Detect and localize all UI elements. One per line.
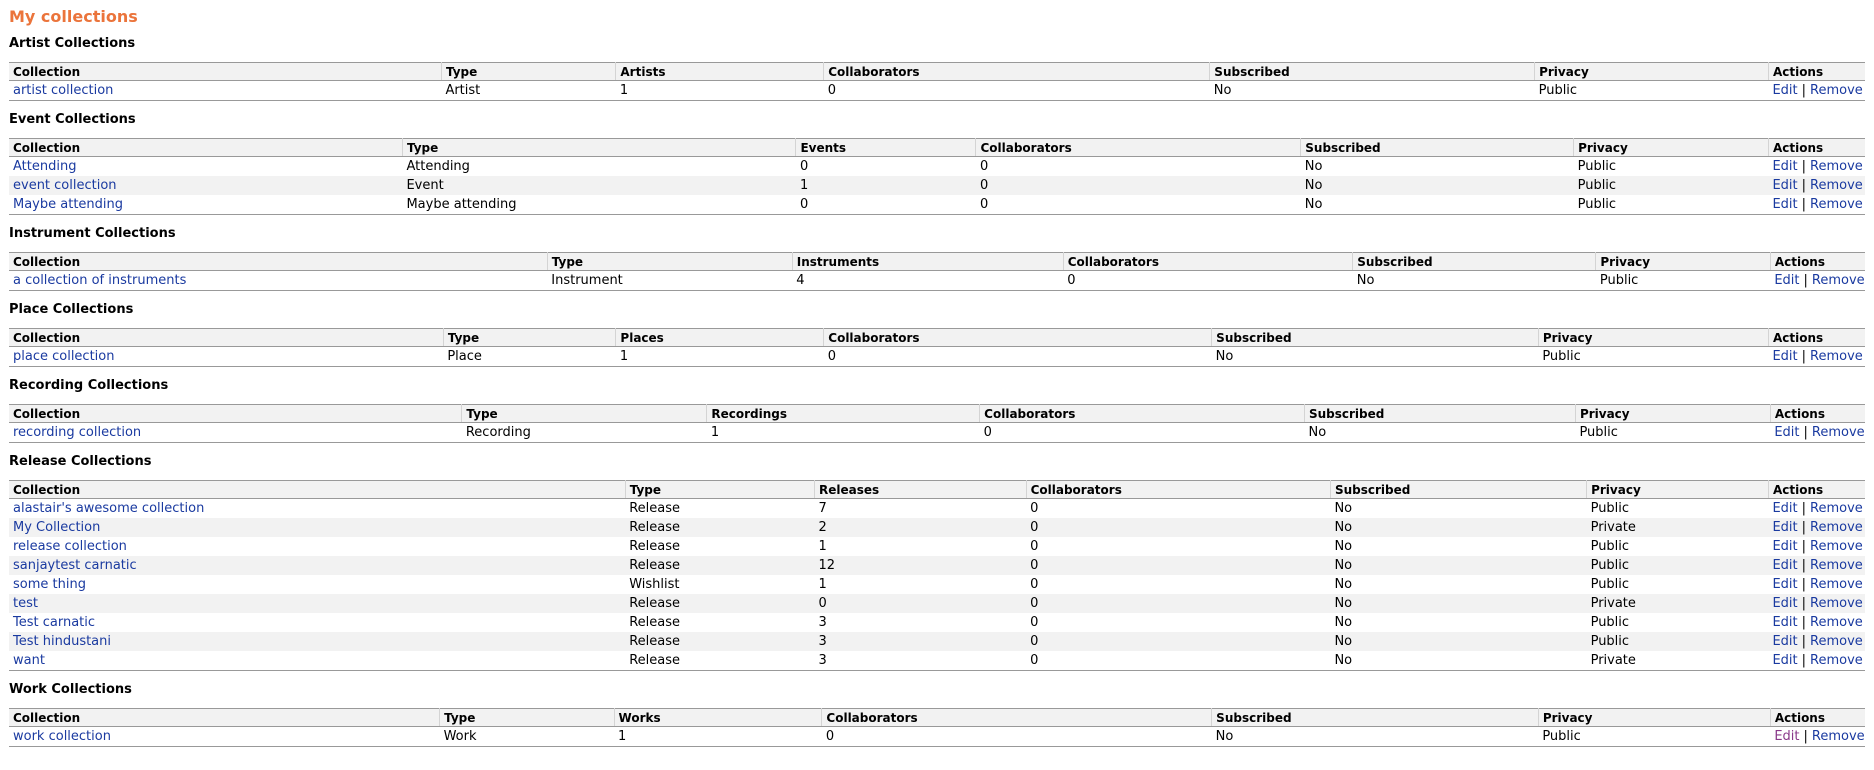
type-cell: Release bbox=[625, 518, 814, 537]
collection-link[interactable]: want bbox=[13, 653, 45, 668]
column-header-collaborators: Collaborators bbox=[824, 63, 1210, 81]
column-header-collaborators: Collaborators bbox=[1063, 253, 1353, 271]
collection-name-cell bbox=[9, 651, 625, 671]
collection-link[interactable]: place collection bbox=[13, 349, 115, 364]
table-header bbox=[9, 405, 1865, 423]
remove-link[interactable]: Remove bbox=[1810, 653, 1863, 668]
collaborators-cell: 0 bbox=[976, 157, 1301, 177]
table-body bbox=[9, 499, 1865, 671]
column-header-instruments: Instruments bbox=[792, 253, 1063, 271]
collection-link[interactable]: alastair's awesome collection bbox=[13, 501, 205, 516]
subscribed-cell: No bbox=[1301, 176, 1574, 195]
collaborators-cell: 0 bbox=[1026, 499, 1330, 519]
actions-cell bbox=[1768, 81, 1865, 101]
privacy-cell: Public bbox=[1587, 556, 1769, 575]
collection-link[interactable]: Test carnatic bbox=[13, 615, 96, 630]
column-header-collaborators: Collaborators bbox=[976, 139, 1301, 157]
collection-link[interactable]: sanjaytest carnatic bbox=[13, 558, 137, 573]
action-separator: | bbox=[1801, 178, 1807, 193]
column-header-type: Type bbox=[462, 405, 707, 423]
collection-link[interactable]: release collection bbox=[13, 539, 127, 554]
release-collections-table bbox=[9, 480, 1865, 671]
edit-link[interactable]: Edit bbox=[1772, 596, 1798, 611]
edit-link[interactable]: Edit bbox=[1772, 501, 1798, 516]
count-cell: 1 bbox=[796, 176, 976, 195]
collection-name-cell bbox=[9, 271, 547, 291]
collaborators-cell: 0 bbox=[976, 195, 1301, 215]
remove-link[interactable]: Remove bbox=[1810, 197, 1863, 212]
column-header-actions: Actions bbox=[1768, 139, 1865, 157]
column-header-collection: Collection bbox=[9, 709, 440, 727]
collections-list bbox=[9, 34, 1865, 747]
table-header bbox=[9, 63, 1865, 81]
action-separator: | bbox=[1803, 729, 1808, 744]
subscribed-cell: No bbox=[1353, 271, 1596, 291]
column-header-actions: Actions bbox=[1768, 481, 1865, 499]
action-separator: | bbox=[1801, 577, 1807, 592]
table-header bbox=[9, 253, 1865, 271]
privacy-cell: Public bbox=[1587, 537, 1769, 556]
count-cell: 7 bbox=[815, 499, 1027, 519]
column-header-type: Type bbox=[441, 63, 615, 81]
collection-name-cell bbox=[9, 176, 402, 195]
subscribed-cell: No bbox=[1330, 613, 1586, 632]
table-body bbox=[9, 423, 1865, 443]
type-cell: Attending bbox=[402, 157, 795, 177]
subscribed-cell: No bbox=[1212, 727, 1539, 747]
column-header-places: Places bbox=[616, 329, 824, 347]
table-row bbox=[9, 499, 1865, 519]
subscribed-cell: No bbox=[1330, 594, 1586, 613]
column-header-collaborators: Collaborators bbox=[824, 329, 1212, 347]
subscribed-cell: No bbox=[1301, 195, 1574, 215]
column-header-privacy: Privacy bbox=[1574, 139, 1769, 157]
collection-link[interactable]: some thing bbox=[13, 577, 86, 592]
edit-link[interactable]: Edit bbox=[1772, 159, 1798, 174]
instrument-collections-table bbox=[9, 252, 1865, 291]
column-header-collection: Collection bbox=[9, 139, 402, 157]
subscribed-cell: No bbox=[1330, 499, 1586, 519]
collection-name-cell bbox=[9, 556, 625, 575]
collaborators-cell: 0 bbox=[1026, 575, 1330, 594]
type-cell: Release bbox=[625, 499, 814, 519]
privacy-cell: Private bbox=[1587, 651, 1769, 671]
privacy-cell: Public bbox=[1538, 727, 1770, 747]
remove-link[interactable]: Remove bbox=[1810, 539, 1863, 554]
action-separator: | bbox=[1801, 539, 1807, 554]
privacy-cell: Public bbox=[1587, 613, 1769, 632]
type-cell: Release bbox=[625, 632, 814, 651]
page-title: My collections bbox=[9, 7, 138, 26]
privacy-cell: Public bbox=[1587, 499, 1769, 519]
column-header-subscribed: Subscribed bbox=[1330, 481, 1586, 499]
header-row bbox=[9, 139, 1865, 157]
table-body bbox=[9, 347, 1865, 367]
column-header-collaborators: Collaborators bbox=[980, 405, 1305, 423]
table-row bbox=[9, 537, 1865, 556]
count-cell: 0 bbox=[815, 594, 1027, 613]
collection-link[interactable]: recording collection bbox=[13, 425, 142, 440]
count-cell: 1 bbox=[815, 575, 1027, 594]
edit-link[interactable]: Edit bbox=[1772, 539, 1798, 554]
remove-link[interactable]: Remove bbox=[1811, 425, 1865, 440]
collaborators-cell: 0 bbox=[1026, 556, 1330, 575]
collection-link[interactable]: artist collection bbox=[13, 83, 114, 98]
collection-name-cell bbox=[9, 423, 462, 443]
remove-link[interactable]: Remove bbox=[1810, 634, 1863, 649]
action-separator: | bbox=[1801, 197, 1807, 212]
remove-link[interactable]: Remove bbox=[1810, 520, 1863, 535]
collection-name-cell bbox=[9, 81, 441, 101]
edit-link[interactable]: Edit bbox=[1772, 349, 1798, 364]
collection-link[interactable]: Attending bbox=[13, 159, 77, 174]
action-separator: | bbox=[1801, 159, 1807, 174]
actions-cell bbox=[1768, 632, 1865, 651]
collaborators-cell: 0 bbox=[976, 176, 1301, 195]
privacy-cell: Public bbox=[1574, 157, 1769, 177]
actions-cell bbox=[1768, 651, 1865, 671]
collection-name-cell bbox=[9, 594, 625, 613]
subscribed-cell: No bbox=[1330, 556, 1586, 575]
privacy-cell: Public bbox=[1574, 176, 1769, 195]
table-row bbox=[9, 613, 1865, 632]
column-header-type: Type bbox=[625, 481, 814, 499]
table-body bbox=[9, 271, 1865, 291]
type-cell: Release bbox=[625, 556, 814, 575]
column-header-recordings: Recordings bbox=[707, 405, 980, 423]
edit-link[interactable]: Edit bbox=[1774, 425, 1800, 440]
header-row bbox=[9, 329, 1865, 347]
count-cell: 1 bbox=[616, 81, 824, 101]
actions-cell bbox=[1768, 157, 1865, 177]
actions-cell bbox=[1768, 613, 1865, 632]
privacy-cell: Private bbox=[1587, 594, 1769, 613]
type-cell: Place bbox=[443, 347, 616, 367]
collection-name-cell bbox=[9, 518, 625, 537]
actions-cell bbox=[1768, 176, 1865, 195]
recording-collections-heading: Recording Collections bbox=[9, 378, 169, 393]
count-cell: 0 bbox=[796, 157, 976, 177]
column-header-type: Type bbox=[443, 329, 616, 347]
remove-link[interactable]: Remove bbox=[1810, 558, 1863, 573]
privacy-cell: Public bbox=[1574, 195, 1769, 215]
privacy-cell: Private bbox=[1587, 518, 1769, 537]
subscribed-cell: No bbox=[1330, 575, 1586, 594]
collection-name-cell bbox=[9, 157, 402, 177]
artist-collections-table bbox=[9, 62, 1865, 101]
column-header-privacy: Privacy bbox=[1538, 329, 1768, 347]
table-row bbox=[9, 347, 1865, 367]
column-header-collection: Collection bbox=[9, 405, 462, 423]
edit-link[interactable]: Edit bbox=[1772, 558, 1798, 573]
collection-name-cell bbox=[9, 575, 625, 594]
action-separator: | bbox=[1801, 520, 1807, 535]
table-row bbox=[9, 518, 1865, 537]
column-header-privacy: Privacy bbox=[1575, 405, 1770, 423]
collaborators-cell: 0 bbox=[824, 81, 1210, 101]
action-separator: | bbox=[1803, 273, 1808, 288]
type-cell: Release bbox=[625, 594, 814, 613]
type-cell: Recording bbox=[462, 423, 707, 443]
collaborators-cell: 0 bbox=[980, 423, 1305, 443]
column-header-subscribed: Subscribed bbox=[1301, 139, 1574, 157]
actions-cell bbox=[1768, 575, 1865, 594]
column-header-collection: Collection bbox=[9, 253, 547, 271]
actions-cell bbox=[1768, 556, 1865, 575]
actions-cell bbox=[1768, 518, 1865, 537]
count-cell: 1 bbox=[614, 727, 822, 747]
collection-link[interactable]: Test hindustani bbox=[13, 634, 112, 649]
action-separator: | bbox=[1801, 615, 1807, 630]
actions-cell bbox=[1768, 499, 1865, 519]
collaborators-cell: 0 bbox=[1026, 594, 1330, 613]
event-collections-heading: Event Collections bbox=[9, 112, 136, 127]
column-header-actions: Actions bbox=[1770, 709, 1865, 727]
remove-link[interactable]: Remove bbox=[1810, 83, 1863, 98]
action-separator: | bbox=[1801, 634, 1807, 649]
subscribed-cell: No bbox=[1301, 157, 1574, 177]
type-cell: Release bbox=[625, 613, 814, 632]
type-cell: Work bbox=[440, 727, 614, 747]
column-header-type: Type bbox=[547, 253, 792, 271]
column-header-actions: Actions bbox=[1768, 63, 1865, 81]
type-cell: Maybe attending bbox=[402, 195, 795, 215]
collaborators-cell: 0 bbox=[1026, 651, 1330, 671]
header-row bbox=[9, 405, 1865, 423]
actions-cell bbox=[1768, 537, 1865, 556]
subscribed-cell: No bbox=[1330, 632, 1586, 651]
column-header-subscribed: Subscribed bbox=[1212, 329, 1539, 347]
header-row bbox=[9, 253, 1865, 271]
action-separator: | bbox=[1801, 596, 1807, 611]
remove-link[interactable]: Remove bbox=[1811, 729, 1865, 744]
table-row bbox=[9, 651, 1865, 671]
count-cell: 4 bbox=[792, 271, 1063, 291]
column-header-type: Type bbox=[440, 709, 614, 727]
work-collections-table bbox=[9, 708, 1865, 747]
recording-collections-table bbox=[9, 404, 1865, 443]
place-collections-table bbox=[9, 328, 1865, 367]
action-separator: | bbox=[1801, 501, 1807, 516]
instrument-collections-heading: Instrument Collections bbox=[9, 226, 176, 241]
actions-cell bbox=[1770, 423, 1865, 443]
column-header-events: Events bbox=[796, 139, 976, 157]
count-cell: 3 bbox=[815, 613, 1027, 632]
column-header-artists: Artists bbox=[616, 63, 824, 81]
privacy-cell: Public bbox=[1575, 423, 1770, 443]
edit-link[interactable]: Edit bbox=[1772, 577, 1798, 592]
count-cell: 3 bbox=[815, 632, 1027, 651]
column-header-subscribed: Subscribed bbox=[1210, 63, 1535, 81]
table-row bbox=[9, 176, 1865, 195]
column-header-actions: Actions bbox=[1770, 253, 1865, 271]
collection-name-cell bbox=[9, 347, 443, 367]
privacy-cell: Public bbox=[1587, 575, 1769, 594]
collaborators-cell: 0 bbox=[1026, 537, 1330, 556]
table-header bbox=[9, 329, 1865, 347]
remove-link[interactable]: Remove bbox=[1810, 615, 1863, 630]
table-row bbox=[9, 556, 1865, 575]
collection-name-cell bbox=[9, 727, 440, 747]
column-header-subscribed: Subscribed bbox=[1212, 709, 1539, 727]
subscribed-cell: No bbox=[1330, 537, 1586, 556]
edit-link[interactable]: Edit bbox=[1772, 634, 1798, 649]
edit-link[interactable]: Edit bbox=[1772, 197, 1798, 212]
table-row bbox=[9, 575, 1865, 594]
type-cell: Wishlist bbox=[625, 575, 814, 594]
remove-link[interactable]: Remove bbox=[1810, 577, 1863, 592]
collaborators-cell: 0 bbox=[1063, 271, 1353, 291]
type-cell: Instrument bbox=[547, 271, 792, 291]
collaborators-cell: 0 bbox=[1026, 632, 1330, 651]
column-header-releases: Releases bbox=[815, 481, 1027, 499]
collection-link[interactable]: work collection bbox=[13, 729, 111, 744]
column-header-collaborators: Collaborators bbox=[1026, 481, 1330, 499]
actions-cell bbox=[1770, 271, 1865, 291]
table-row bbox=[9, 81, 1865, 101]
edit-link[interactable]: Edit bbox=[1772, 178, 1798, 193]
column-header-collaborators: Collaborators bbox=[822, 709, 1212, 727]
header-row bbox=[9, 709, 1865, 727]
column-header-type: Type bbox=[402, 139, 795, 157]
column-header-subscribed: Subscribed bbox=[1353, 253, 1596, 271]
table-body bbox=[9, 157, 1865, 215]
subscribed-cell: No bbox=[1210, 81, 1535, 101]
table-header bbox=[9, 481, 1865, 499]
column-header-actions: Actions bbox=[1770, 405, 1865, 423]
actions-cell bbox=[1768, 347, 1865, 367]
table-row bbox=[9, 632, 1865, 651]
collection-name-cell bbox=[9, 632, 625, 651]
edit-link[interactable]: Edit bbox=[1772, 520, 1798, 535]
table-row bbox=[9, 423, 1865, 443]
edit-link[interactable]: Edit bbox=[1774, 729, 1800, 744]
remove-link[interactable]: Remove bbox=[1810, 596, 1863, 611]
privacy-cell: Public bbox=[1535, 81, 1769, 101]
collaborators-cell: 0 bbox=[822, 727, 1212, 747]
type-cell: Artist bbox=[441, 81, 615, 101]
header-row bbox=[9, 481, 1865, 499]
collection-name-cell bbox=[9, 499, 625, 519]
privacy-cell: Public bbox=[1587, 632, 1769, 651]
subscribed-cell: No bbox=[1330, 651, 1586, 671]
table-row bbox=[9, 195, 1865, 215]
count-cell: 1 bbox=[616, 347, 824, 367]
table-body bbox=[9, 727, 1865, 747]
actions-cell bbox=[1768, 594, 1865, 613]
remove-link[interactable]: Remove bbox=[1810, 178, 1863, 193]
collection-link[interactable]: event collection bbox=[13, 178, 117, 193]
artist-collections-heading: Artist Collections bbox=[9, 36, 136, 51]
collection-name-cell bbox=[9, 613, 625, 632]
action-separator: | bbox=[1801, 83, 1807, 98]
edit-link[interactable]: Edit bbox=[1774, 273, 1800, 288]
count-cell: 0 bbox=[796, 195, 976, 215]
action-separator: | bbox=[1801, 349, 1807, 364]
table-row bbox=[9, 157, 1865, 177]
column-header-privacy: Privacy bbox=[1587, 481, 1769, 499]
type-cell: Event bbox=[402, 176, 795, 195]
column-header-actions: Actions bbox=[1768, 329, 1865, 347]
column-header-collection: Collection bbox=[9, 481, 625, 499]
column-header-privacy: Privacy bbox=[1596, 253, 1770, 271]
privacy-cell: Public bbox=[1538, 347, 1768, 367]
collaborators-cell: 0 bbox=[1026, 613, 1330, 632]
type-cell: Release bbox=[625, 651, 814, 671]
count-cell: 3 bbox=[815, 651, 1027, 671]
edit-link[interactable]: Edit bbox=[1772, 653, 1798, 668]
subscribed-cell: No bbox=[1330, 518, 1586, 537]
subscribed-cell: No bbox=[1212, 347, 1539, 367]
count-cell: 12 bbox=[815, 556, 1027, 575]
column-header-privacy: Privacy bbox=[1535, 63, 1769, 81]
header-row bbox=[9, 63, 1865, 81]
column-header-privacy: Privacy bbox=[1538, 709, 1770, 727]
privacy-cell: Public bbox=[1596, 271, 1770, 291]
count-cell: 1 bbox=[815, 537, 1027, 556]
collaborators-cell: 0 bbox=[1026, 518, 1330, 537]
collection-link[interactable]: a collection of instruments bbox=[13, 273, 187, 288]
table-body bbox=[9, 81, 1865, 101]
collection-link[interactable]: test bbox=[13, 596, 38, 611]
work-collections-heading: Work Collections bbox=[9, 682, 132, 697]
actions-cell bbox=[1770, 727, 1865, 747]
action-separator: | bbox=[1801, 558, 1807, 573]
column-header-works: Works bbox=[614, 709, 822, 727]
table-header bbox=[9, 709, 1865, 727]
table-row bbox=[9, 271, 1865, 291]
release-collections-heading: Release Collections bbox=[9, 454, 152, 469]
remove-link[interactable]: Remove bbox=[1810, 501, 1863, 516]
action-separator: | bbox=[1801, 653, 1807, 668]
collection-link[interactable]: Maybe attending bbox=[13, 197, 124, 212]
edit-link[interactable]: Edit bbox=[1772, 615, 1798, 630]
count-cell: 1 bbox=[707, 423, 980, 443]
collection-name-cell bbox=[9, 537, 625, 556]
subscribed-cell: No bbox=[1304, 423, 1575, 443]
event-collections-table bbox=[9, 138, 1865, 215]
remove-link[interactable]: Remove bbox=[1810, 159, 1863, 174]
count-cell: 2 bbox=[815, 518, 1027, 537]
collection-name-cell bbox=[9, 195, 402, 215]
column-header-collection: Collection bbox=[9, 329, 443, 347]
collaborators-cell: 0 bbox=[824, 347, 1212, 367]
action-separator: | bbox=[1803, 425, 1808, 440]
actions-cell bbox=[1768, 195, 1865, 215]
edit-link[interactable]: Edit bbox=[1772, 83, 1798, 98]
remove-link[interactable]: Remove bbox=[1810, 349, 1863, 364]
column-header-collection: Collection bbox=[9, 63, 441, 81]
type-cell: Release bbox=[625, 537, 814, 556]
remove-link[interactable]: Remove bbox=[1811, 273, 1865, 288]
collection-link[interactable]: My Collection bbox=[13, 520, 101, 535]
table-header bbox=[9, 139, 1865, 157]
table-row bbox=[9, 727, 1865, 747]
column-header-subscribed: Subscribed bbox=[1304, 405, 1575, 423]
place-collections-heading: Place Collections bbox=[9, 302, 134, 317]
table-row bbox=[9, 594, 1865, 613]
